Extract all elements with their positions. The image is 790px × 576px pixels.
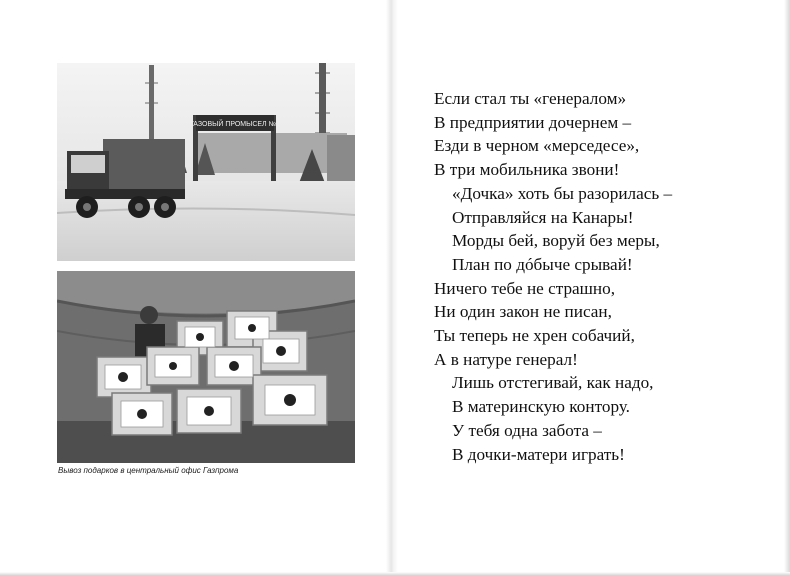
- poem-line: В материнскую контору.: [452, 397, 630, 417]
- book-gutter: [386, 0, 398, 576]
- page-edge: [784, 0, 790, 576]
- truck-photo-illustration: [57, 63, 355, 261]
- gate-sign-text: ГАЗОВЫЙ ПРОМЫСЕЛ №1: [189, 121, 281, 128]
- poem-line: Ты теперь не хрен собачий,: [434, 326, 635, 346]
- poem-line: Лишь отстегивай, как надо,: [452, 373, 654, 393]
- page-edge-bottom: [0, 572, 790, 576]
- poem-line: А в натуре генерал!: [434, 349, 578, 369]
- poem-line: В дочки-матери играть!: [452, 444, 625, 464]
- poem-line: В предприятии дочернем –: [434, 112, 632, 132]
- photo-truck-gas-field: [57, 63, 355, 261]
- poem-line: Ни один закон не писан,: [434, 302, 612, 322]
- poem-line: Ничего тебе не страшно,: [434, 278, 615, 298]
- poem-line: «Дочка» хоть бы разорилась –: [452, 183, 673, 203]
- boxes-photo-illustration: [57, 271, 355, 463]
- poem-line: План по дóбыче срывай!: [452, 254, 633, 274]
- photo-gift-boxes: [57, 271, 355, 463]
- poem-line: Езди в черном «мерседесе»,: [434, 136, 640, 156]
- poem-line: У тебя одна забота –: [452, 420, 602, 440]
- photo-caption: Вывоз подарков в центральный офис Газпрома: [58, 466, 239, 475]
- poem: [434, 87, 754, 466]
- poem-line: В три мобильника звони!: [434, 160, 620, 180]
- poem-line: Морды бей, воруй без меры,: [452, 231, 660, 251]
- poem-line: Если стал ты «генералом»: [434, 89, 627, 108]
- poem-line: Отправляйся на Канары!: [452, 207, 634, 227]
